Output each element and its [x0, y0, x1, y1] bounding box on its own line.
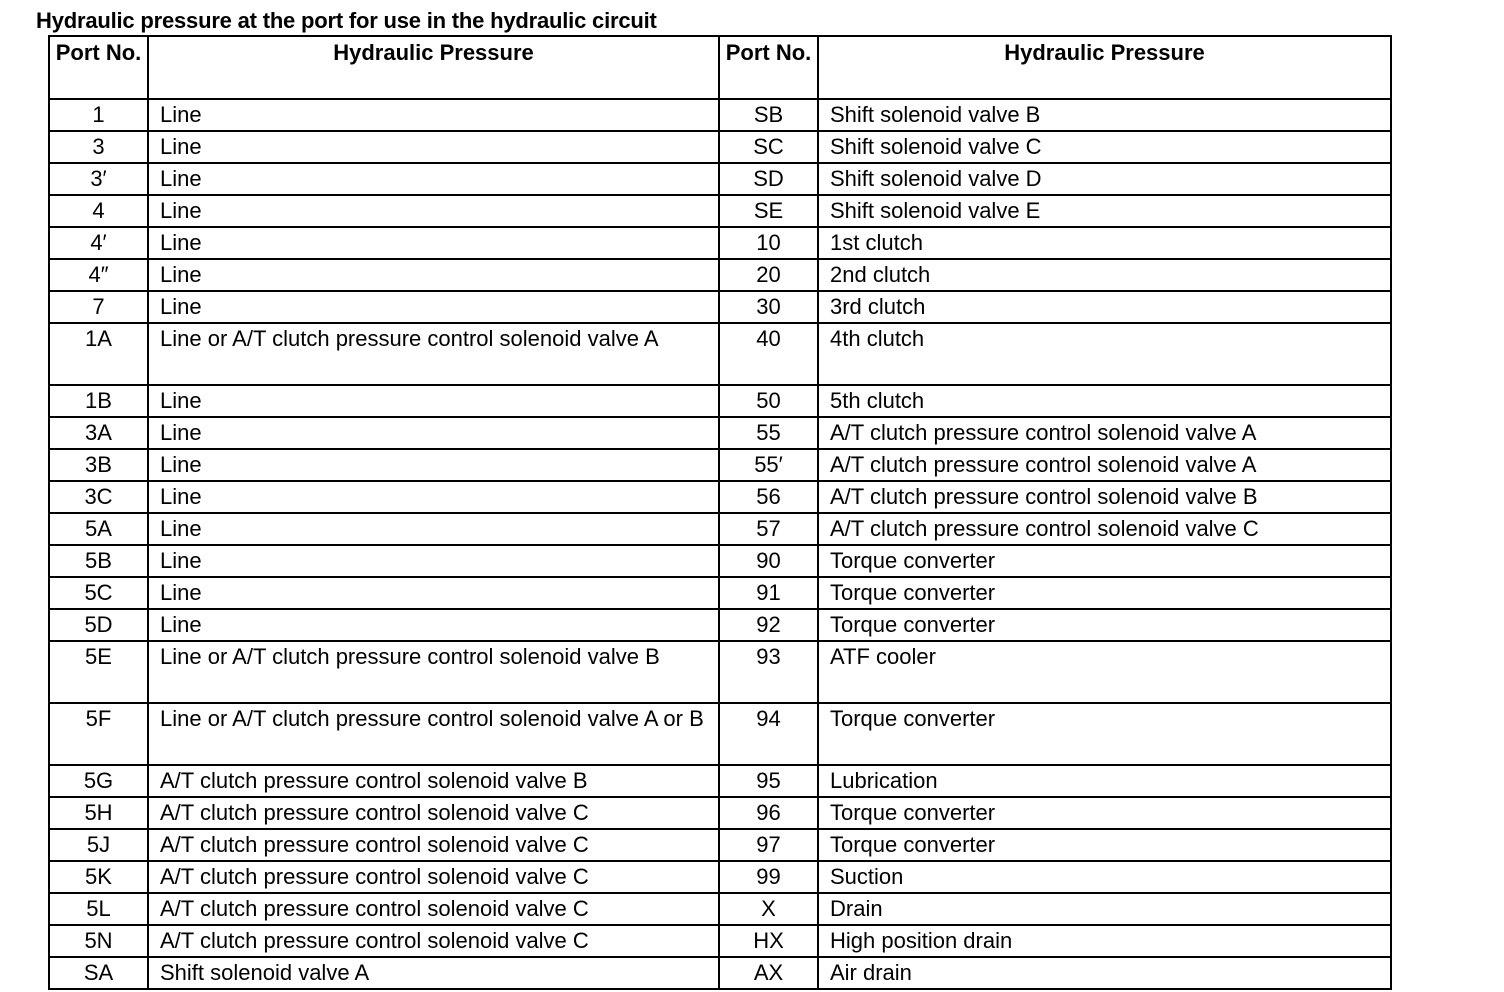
- right-port-cell: X: [719, 893, 818, 925]
- table-row: [49, 641, 1391, 703]
- table-row: [49, 323, 1391, 385]
- table-row: [49, 609, 1391, 641]
- left-port-cell: 5A: [49, 513, 148, 545]
- left-port-cell: 5D: [49, 609, 148, 641]
- right-port-cell: 40: [719, 323, 818, 385]
- left-pressure-cell: Line: [148, 131, 719, 163]
- table-row: [49, 449, 1391, 481]
- left-pressure-cell: Line: [148, 449, 719, 481]
- left-port-cell: SA: [49, 957, 148, 989]
- table-row: [49, 195, 1391, 227]
- right-port-cell: SB: [719, 99, 818, 131]
- right-port-cell: 97: [719, 829, 818, 861]
- right-port-cell: 94: [719, 703, 818, 765]
- hydraulic-port-table: [48, 35, 1392, 990]
- right-port-cell: 56: [719, 481, 818, 513]
- table-row: [49, 131, 1391, 163]
- left-port-cell: 3′: [49, 163, 148, 195]
- right-pressure-cell: Shift solenoid valve E: [818, 195, 1391, 227]
- right-pressure-cell: ATF cooler: [818, 641, 1391, 703]
- right-port-cell: SD: [719, 163, 818, 195]
- left-port-cell: 3: [49, 131, 148, 163]
- right-port-cell: AX: [719, 957, 818, 989]
- right-pressure-cell: 4th clutch: [818, 323, 1391, 385]
- right-pressure-cell: Shift solenoid valve B: [818, 99, 1391, 131]
- right-port-cell: 55: [719, 417, 818, 449]
- right-pressure-cell: Torque converter: [818, 829, 1391, 861]
- table-row: [49, 861, 1391, 893]
- left-pressure-cell: A/T clutch pressure control solenoid valve B: [148, 765, 719, 797]
- left-port-cell: 4′: [49, 227, 148, 259]
- column-header-hydraulic-pressure-left: Hydraulic Pressure: [148, 36, 719, 99]
- right-pressure-cell: Shift solenoid valve C: [818, 131, 1391, 163]
- table-row: [49, 829, 1391, 861]
- table-row: [49, 577, 1391, 609]
- left-pressure-cell: A/T clutch pressure control solenoid valve C: [148, 893, 719, 925]
- right-port-cell: 90: [719, 545, 818, 577]
- table-header-row: [49, 36, 1391, 99]
- right-port-cell: SC: [719, 131, 818, 163]
- right-pressure-cell: Suction: [818, 861, 1391, 893]
- right-pressure-cell: Air drain: [818, 957, 1391, 989]
- table-row: [49, 227, 1391, 259]
- left-port-cell: 5H: [49, 797, 148, 829]
- right-port-cell: 57: [719, 513, 818, 545]
- column-header-port-no-right: Port No.: [719, 36, 818, 99]
- table-row: [49, 893, 1391, 925]
- left-port-cell: 5F: [49, 703, 148, 765]
- table-row: [49, 291, 1391, 323]
- page-title: Hydraulic pressure at the port for use in the hydraulic circuit: [36, 8, 657, 33]
- right-port-cell: 10: [719, 227, 818, 259]
- right-pressure-cell: Lubrication: [818, 765, 1391, 797]
- right-pressure-cell: Drain: [818, 893, 1391, 925]
- left-pressure-cell: Line: [148, 513, 719, 545]
- left-pressure-cell: A/T clutch pressure control solenoid valve C: [148, 925, 719, 957]
- table-row: [49, 797, 1391, 829]
- right-pressure-cell: Shift solenoid valve D: [818, 163, 1391, 195]
- table-row: [49, 957, 1391, 989]
- left-port-cell: 5E: [49, 641, 148, 703]
- left-pressure-cell: Line: [148, 609, 719, 641]
- right-pressure-cell: A/T clutch pressure control solenoid valve C: [818, 513, 1391, 545]
- left-pressure-cell: Line: [148, 227, 719, 259]
- left-pressure-cell: Line or A/T clutch pressure control solenoid valve A: [148, 323, 719, 385]
- right-port-cell: 99: [719, 861, 818, 893]
- left-pressure-cell: Line: [148, 259, 719, 291]
- right-port-cell: HX: [719, 925, 818, 957]
- left-port-cell: 5K: [49, 861, 148, 893]
- right-port-cell: 55′: [719, 449, 818, 481]
- left-port-cell: 1B: [49, 385, 148, 417]
- left-pressure-cell: Line or A/T clutch pressure control solenoid valve A or B: [148, 703, 719, 765]
- right-pressure-cell: A/T clutch pressure control solenoid valve A: [818, 417, 1391, 449]
- right-pressure-cell: Torque converter: [818, 609, 1391, 641]
- left-port-cell: 5G: [49, 765, 148, 797]
- right-pressure-cell: 2nd clutch: [818, 259, 1391, 291]
- left-port-cell: 5C: [49, 577, 148, 609]
- left-port-cell: 4: [49, 195, 148, 227]
- left-port-cell: 1A: [49, 323, 148, 385]
- right-port-cell: 92: [719, 609, 818, 641]
- right-port-cell: 95: [719, 765, 818, 797]
- table-row: [49, 545, 1391, 577]
- left-port-cell: 5L: [49, 893, 148, 925]
- left-port-cell: 5J: [49, 829, 148, 861]
- right-pressure-cell: A/T clutch pressure control solenoid valve B: [818, 481, 1391, 513]
- left-pressure-cell: Line or A/T clutch pressure control solenoid valve B: [148, 641, 719, 703]
- table-row: [49, 99, 1391, 131]
- left-pressure-cell: Line: [148, 545, 719, 577]
- right-pressure-cell: High position drain: [818, 925, 1391, 957]
- right-pressure-cell: 3rd clutch: [818, 291, 1391, 323]
- left-pressure-cell: A/T clutch pressure control solenoid valve C: [148, 797, 719, 829]
- right-pressure-cell: 1st clutch: [818, 227, 1391, 259]
- table-row: [49, 259, 1391, 291]
- column-header-port-no-left: Port No.: [49, 36, 148, 99]
- right-pressure-cell: Torque converter: [818, 703, 1391, 765]
- column-header-hydraulic-pressure-right: Hydraulic Pressure: [818, 36, 1391, 99]
- table-row: [49, 703, 1391, 765]
- left-port-cell: 5N: [49, 925, 148, 957]
- right-port-cell: 20: [719, 259, 818, 291]
- left-pressure-cell: Line: [148, 481, 719, 513]
- table-row: [49, 417, 1391, 449]
- left-port-cell: 4″: [49, 259, 148, 291]
- right-pressure-cell: Torque converter: [818, 577, 1391, 609]
- left-port-cell: 7: [49, 291, 148, 323]
- left-pressure-cell: Line: [148, 99, 719, 131]
- table-row: [49, 481, 1391, 513]
- right-port-cell: 50: [719, 385, 818, 417]
- table-row: [49, 925, 1391, 957]
- left-port-cell: 3A: [49, 417, 148, 449]
- table-row: [49, 163, 1391, 195]
- table-row: [49, 513, 1391, 545]
- left-pressure-cell: Line: [148, 577, 719, 609]
- right-port-cell: 91: [719, 577, 818, 609]
- right-port-cell: 30: [719, 291, 818, 323]
- right-port-cell: 96: [719, 797, 818, 829]
- left-pressure-cell: Shift solenoid valve A: [148, 957, 719, 989]
- table-row: [49, 385, 1391, 417]
- right-pressure-cell: A/T clutch pressure control solenoid valve A: [818, 449, 1391, 481]
- left-pressure-cell: A/T clutch pressure control solenoid valve C: [148, 829, 719, 861]
- left-pressure-cell: Line: [148, 291, 719, 323]
- left-port-cell: 5B: [49, 545, 148, 577]
- left-pressure-cell: Line: [148, 417, 719, 449]
- right-pressure-cell: Torque converter: [818, 545, 1391, 577]
- right-pressure-cell: Torque converter: [818, 797, 1391, 829]
- left-pressure-cell: Line: [148, 385, 719, 417]
- right-port-cell: 93: [719, 641, 818, 703]
- left-port-cell: 3B: [49, 449, 148, 481]
- left-pressure-cell: Line: [148, 195, 719, 227]
- table-body: [49, 99, 1391, 989]
- table-row: [49, 765, 1391, 797]
- left-pressure-cell: A/T clutch pressure control solenoid valve C: [148, 861, 719, 893]
- right-pressure-cell: 5th clutch: [818, 385, 1391, 417]
- left-port-cell: 1: [49, 99, 148, 131]
- right-port-cell: SE: [719, 195, 818, 227]
- left-port-cell: 3C: [49, 481, 148, 513]
- left-pressure-cell: Line: [148, 163, 719, 195]
